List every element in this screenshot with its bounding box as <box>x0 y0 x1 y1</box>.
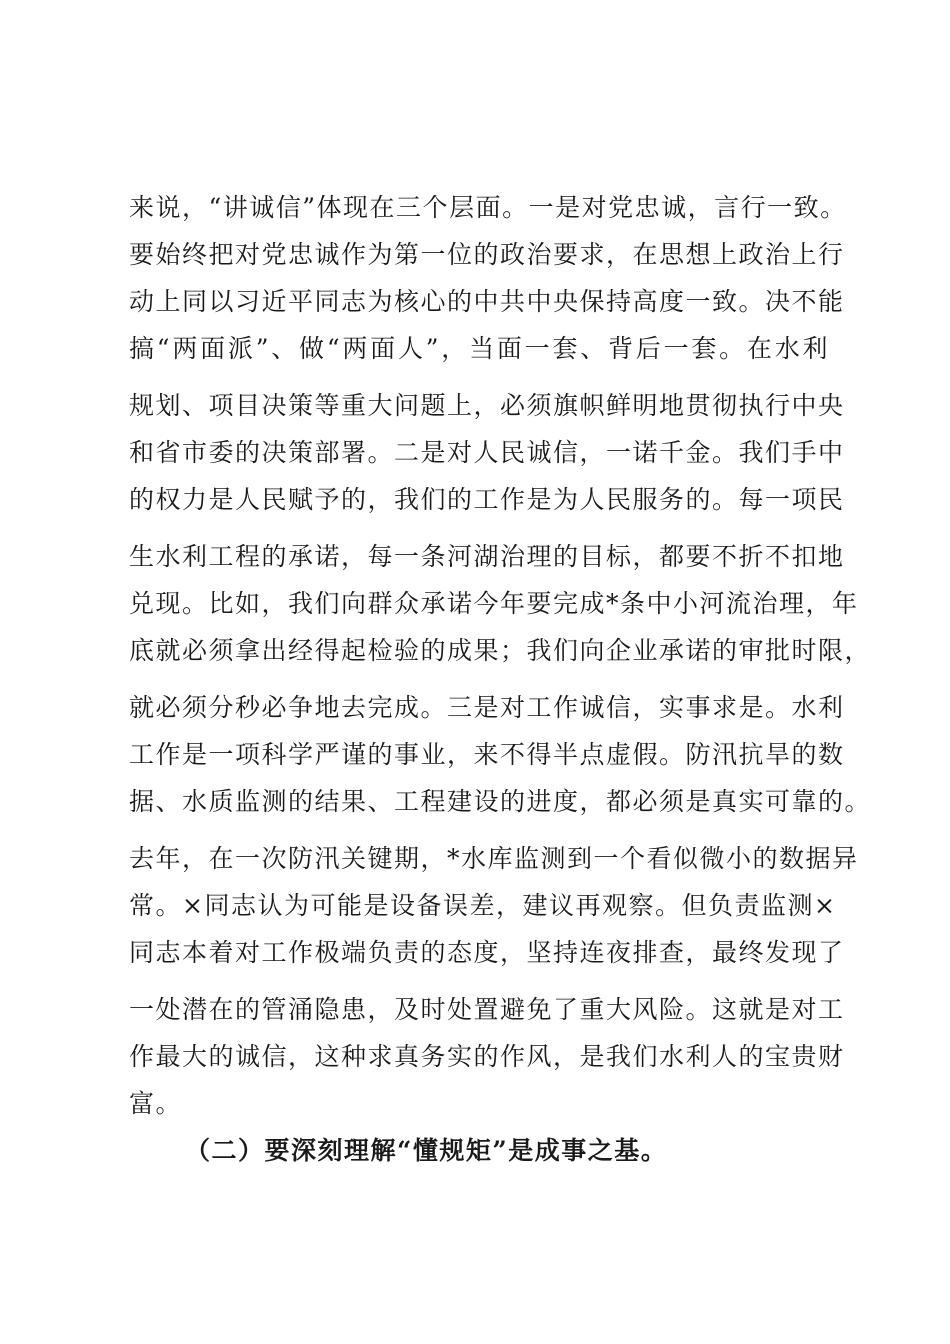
body-text-line: 一处潜在的管涌隐患，及时处置避免了重大风险。这就是对工 <box>129 995 845 1024</box>
body-text-line: 兑现。比如，我们向群众承诺今年要完成*条中小河流治理，年 <box>129 589 859 618</box>
body-text-line: 生水利工程的承诺，每一条河湖治理的目标，都要不折不扣地 <box>129 542 845 571</box>
body-text-line: 作最大的诚信，这种求真务实的作风，是我们水利人的宝贵财 <box>129 1042 845 1071</box>
section-heading: （二）要深刻理解“懂规矩”是成事之基。 <box>185 1136 668 1165</box>
body-text-line: 规划、项目决策等重大问题上，必须旗帜鲜明地贯彻执行中央 <box>129 391 845 420</box>
body-text-line: 常。×同志认为可能是设备误差，建议再观察。但负责监测× <box>129 891 837 920</box>
body-text-line: 同志本着对工作极端负责的态度，坚持连夜排查，最终发现了 <box>129 938 845 967</box>
body-text-line: 底就必须拿出经得起检验的成果；我们向企业承诺的审批时限， <box>129 636 872 665</box>
body-text-line: 的权力是人民赋予的，我们的工作是为人民服务的。每一项民 <box>129 485 845 514</box>
body-text-line: 要始终把对党忠诚作为第一位的政治要求，在思想上政治上行 <box>129 240 845 269</box>
body-text-line: 来说，“讲诚信”体现在三个层面。一是对党忠诚，言行一致。 <box>129 193 847 222</box>
body-text-line: 搞“两面派”、做“两面人”，当面一套、背后一套。在水利 <box>129 334 829 363</box>
body-text-line: 就必须分秒必争地去完成。三是对工作诚信，实事求是。水利 <box>129 693 845 722</box>
body-text-line: 据、水质监测的结果、工程建设的进度，都必须是真实可靠的。 <box>129 787 872 816</box>
body-text-line: 和省市委的决策部署。二是对人民诚信，一诺千金。我们手中 <box>129 438 845 467</box>
body-text-line: 去年，在一次防汛关键期，*水库监测到一个看似微小的数据异 <box>129 844 859 873</box>
body-text-line: 动上同以习近平同志为核心的中共中央保持高度一致。决不能 <box>129 287 845 316</box>
body-text-line: 富。 <box>129 1089 183 1118</box>
body-text-line: 工作是一项科学严谨的事业，来不得半点虚假。防汛抗旱的数 <box>129 740 845 769</box>
